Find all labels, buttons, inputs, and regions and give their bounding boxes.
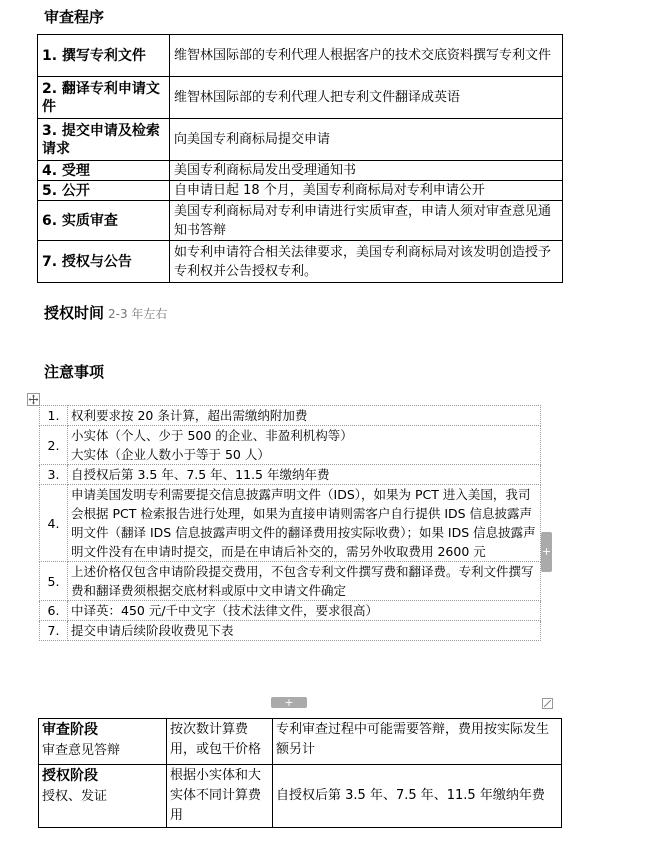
grant-time-value: 2-3 年左右 <box>108 307 168 321</box>
fee-stage <box>39 765 167 828</box>
step-label: 7. 授权与公告 <box>38 241 170 283</box>
fee-stage <box>39 719 167 765</box>
fee-row <box>39 765 562 828</box>
step-desc: 维智林国际部的专利代理人根据客户的技术交底资料撰写专利文件 <box>170 35 563 77</box>
fees-table <box>38 718 562 828</box>
note-row <box>40 601 541 621</box>
note-text: 中译英：450 元/千中文字（技术法律文件，要求很高） <box>68 601 541 621</box>
step-row <box>38 241 563 283</box>
notes-heading: 注意事项 <box>44 363 105 381</box>
note-text: 小实体（个人、少于 500 的企业、非盈利机构等） 大实体（企业人数小于等于 50 人） <box>68 426 541 465</box>
grant-time-label: 授权时间 <box>44 304 105 322</box>
fee-basis: 根据小实体和大实体不同计算费用 <box>167 765 273 828</box>
step-label: 5. 公开 <box>38 181 170 201</box>
notes-table <box>39 405 541 641</box>
fee-note: 自授权后第 3.5 年、7.5 年、11.5 年缴纳年费 <box>273 765 562 828</box>
step-row <box>38 35 563 77</box>
step-desc: 维智林国际部的专利代理人把专利文件翻译成英语 <box>170 77 563 119</box>
plus-icon: + <box>541 545 552 558</box>
note-row <box>40 485 541 562</box>
fee-stage-title: 审查阶段 <box>42 722 98 738</box>
fee-basis: 按次数计算费用，或包干价格 <box>167 719 273 765</box>
step-desc: 自申请日起 18 个月，美国专利商标局对专利申请公开 <box>170 181 563 201</box>
step-label: 6. 实质审查 <box>38 201 170 241</box>
step-desc: 如专利申请符合相关法律要求，美国专利商标局对该发明创造授予专利权并公告授权专利。 <box>170 241 563 283</box>
note-number: 6. <box>40 601 68 621</box>
fee-stage-sub: 授权、发证 <box>42 789 108 804</box>
fee-stage-sub: 审查意见答辩 <box>42 743 121 758</box>
grant-time <box>44 302 167 323</box>
step-label: 4. 受理 <box>38 161 170 181</box>
step-row <box>38 77 563 119</box>
note-text: 提交申请后续阶段收费见下表 <box>68 621 541 641</box>
note-number: 1. <box>40 406 68 426</box>
step-row <box>38 181 563 201</box>
add-column-handle[interactable] <box>541 532 552 572</box>
resize-icon[interactable] <box>542 698 553 709</box>
note-number: 3. <box>40 465 68 485</box>
step-label: 1. 撰写专利文件 <box>38 35 170 77</box>
note-row <box>40 406 541 426</box>
note-number: 7. <box>40 621 68 641</box>
review-steps-table <box>37 34 563 283</box>
step-desc: 向美国专利商标局提交申请 <box>170 119 563 161</box>
note-text: 自授权后第 3.5 年、7.5 年、11.5 年缴纳年费 <box>68 465 541 485</box>
note-text: 上述价格仅包含申请阶段提交费用，不包含专利文件撰写费和翻译费。专利文件撰写费和翻译费须根据交底材料或原中文申请文件确定 <box>68 562 541 601</box>
note-text: 申请美国发明专利需要提交信息披露声明文件（IDS），如果为 PCT 进入美国，我司会根据 PCT 检索报告进行处理，如果为直接申请则需客户自行提供 IDS 信息披露声明文件（翻译 IDS 信息披露声明文件的翻译费用按实际收费）；如果 IDS 信息披露声明文件没有在申请时提交，而是在申请后补交的，需另外收取费用 2600 元 <box>68 485 541 562</box>
note-row <box>40 465 541 485</box>
review-heading: 审查程序 <box>44 8 105 26</box>
step-row <box>38 161 563 181</box>
fee-row <box>39 719 562 765</box>
step-row <box>38 201 563 241</box>
note-number: 5. <box>40 562 68 601</box>
step-desc: 美国专利商标局对专利申请进行实质审查，申请人须对审查意见通知书答辩 <box>170 201 563 241</box>
step-row <box>38 119 563 161</box>
note-number: 4. <box>40 485 68 562</box>
note-row <box>40 562 541 601</box>
note-number: 2. <box>40 426 68 465</box>
note-text: 权利要求按 20 条计算，超出需缴纳附加费 <box>68 406 541 426</box>
step-label: 3. 提交申请及检索请求 <box>38 119 170 161</box>
note-row <box>40 426 541 465</box>
fee-note: 专利审查过程中可能需要答辩，费用按实际发生额另计 <box>273 719 562 765</box>
note-row <box>40 621 541 641</box>
step-desc: 美国专利商标局发出受理通知书 <box>170 161 563 181</box>
add-row-handle[interactable] <box>271 697 307 708</box>
step-label: 2. 翻译专利申请文件 <box>38 77 170 119</box>
fee-stage-title: 授权阶段 <box>42 768 98 784</box>
plus-icon: + <box>284 696 294 709</box>
